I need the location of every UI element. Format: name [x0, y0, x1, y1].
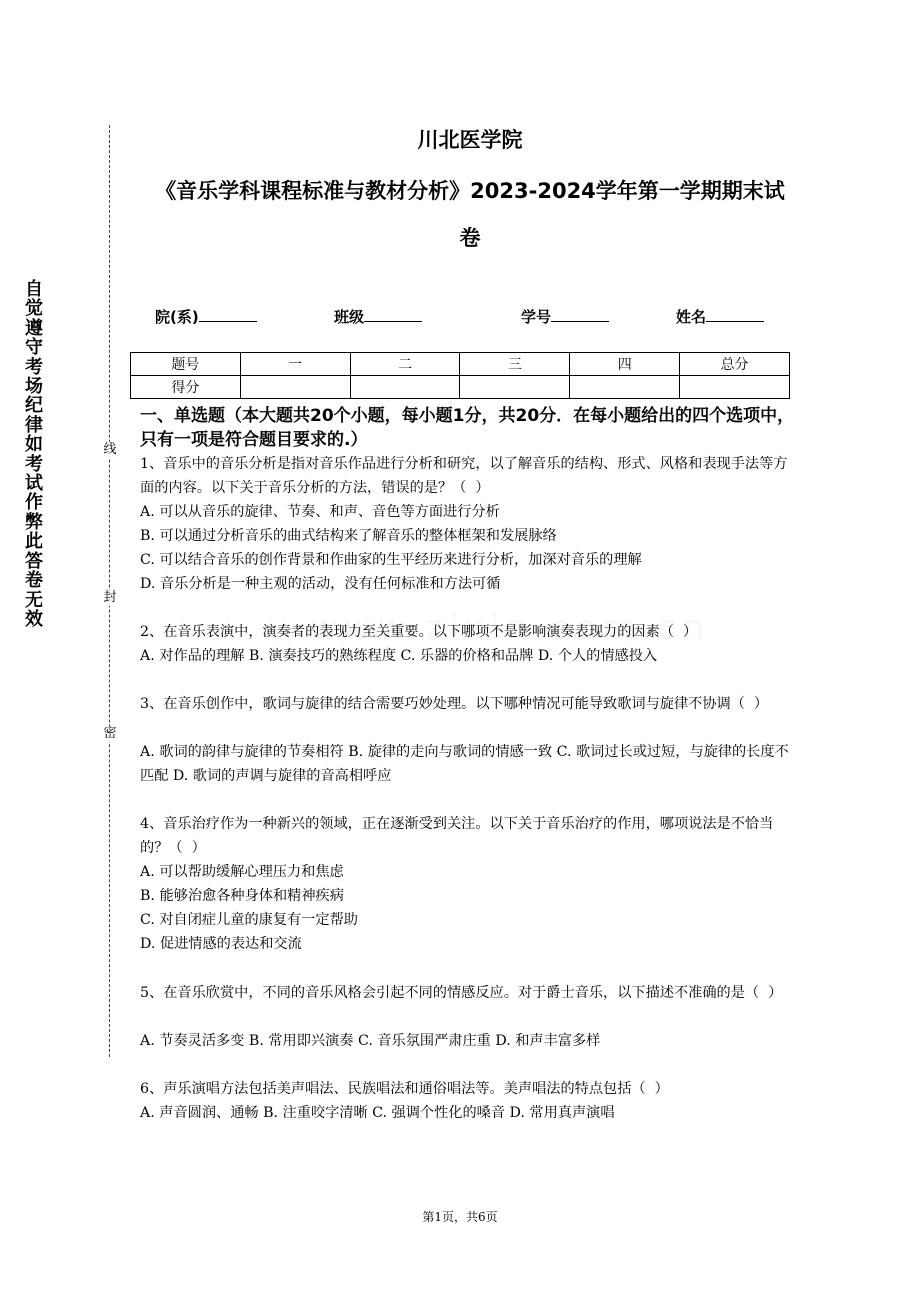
table-cell: 总分	[680, 353, 790, 376]
department-blank[interactable]	[199, 307, 257, 322]
question-2-stem: 2、在音乐表演中，演奏者的表现力至关重要。以下哪项不是影响演奏表现力的因素（ ）	[140, 624, 698, 640]
school-name: 川北医学院	[417, 128, 523, 152]
student-id-label: 学号	[521, 308, 552, 326]
binding-mark-feng: 封	[101, 590, 119, 606]
question-3-options: A. 歌词的韵律与旋律的节奏相符 B. 旋律的走向与歌词的情感一致 C. 歌词过长或过短，与旋律的长度不匹配 D. 歌词的声调与旋律的音高相呼应	[140, 744, 789, 784]
question-4-option-b: B. 能够治愈各种身体和精神疾病	[140, 888, 344, 904]
exam-title-line1: 《音乐学科课程标准与教材分析》2023-2024学年第一学期期末试	[155, 179, 785, 203]
name-blank[interactable]	[706, 307, 764, 322]
score-table-score-row	[131, 376, 790, 399]
exam-title-line2: 卷	[459, 226, 481, 250]
student-id-blank[interactable]	[551, 307, 609, 322]
table-cell: 四	[570, 353, 680, 376]
question-6-stem: 6、声乐演唱方法包括美声唱法、民族唱法和通俗唱法等。美声唱法的特点包括（ ）	[140, 1081, 669, 1097]
table-cell: 题号	[131, 353, 241, 376]
exam-discipline-notice: 自觉遵守考场纪律如考试作弊此答卷无效	[25, 279, 43, 630]
table-cell: 得分	[131, 376, 241, 399]
question-1-option-a: A. 可以从音乐的旋律、节奏、和声、音色等方面进行分析	[140, 504, 500, 520]
question-1-stem: 1、音乐中的音乐分析是指对音乐作品进行分析和研究，以了解音乐的结构、形式、风格和表现手法等方面的内容。以下关于音乐分析的方法，错误的是？（ ）	[140, 456, 788, 496]
score-table-header-row	[131, 353, 790, 376]
question-5-options: A. 节奏灵活多变 B. 常用即兴演奏 C. 音乐氛围严肃庄重 D. 和声丰富多样	[140, 1033, 601, 1049]
binding-mark-mi: 密	[101, 726, 119, 742]
score-cell[interactable]	[680, 376, 790, 399]
question-4-stem: 4、音乐治疗作为一种新兴的领域，正在逐渐受到关注。以下关于音乐治疗的作用，哪项说法是不恰当的？（ ）	[140, 816, 774, 856]
table-cell: 三	[460, 353, 570, 376]
score-cell[interactable]	[350, 376, 460, 399]
name-label: 姓名	[676, 308, 707, 326]
page-number: 第1页，共6页	[422, 1210, 498, 1224]
class-blank[interactable]	[364, 307, 422, 322]
question-2-options: A. 对作品的理解 B. 演奏技巧的熟练程度 C. 乐器的价格和品牌 D. 个人的情感投入	[140, 648, 658, 664]
question-1-option-b: B. 可以通过分析音乐的曲式结构来了解音乐的整体框架和发展脉络	[140, 528, 557, 544]
score-cell[interactable]	[240, 376, 350, 399]
score-cell[interactable]	[460, 376, 570, 399]
score-table	[130, 352, 790, 399]
question-4-option-d: D. 促进情感的表达和交流	[140, 936, 302, 952]
score-cell[interactable]	[570, 376, 680, 399]
question-1-option-c: C. 可以结合音乐的创作背景和作曲家的生平经历来进行分析，加深对音乐的理解	[140, 552, 642, 568]
department-label: 院(系)	[155, 308, 199, 326]
class-label: 班级	[334, 308, 365, 326]
question-4-option-a: A. 可以帮助缓解心理压力和焦虑	[140, 864, 344, 880]
class-field[interactable]	[334, 306, 422, 327]
table-cell: 二	[350, 353, 460, 376]
question-5-stem: 5、在音乐欣赏中，不同的音乐风格会引起不同的情感反应。对于爵士音乐，以下描述不准确的是（ ）	[140, 985, 783, 1001]
question-3-stem: 3、在音乐创作中，歌词与旋律的结合需要巧妙处理。以下哪种情况可能导致歌词与旋律不协调（ ）	[140, 696, 769, 712]
question-4-option-c: C. 对自闭症儿童的康复有一定帮助	[140, 912, 358, 928]
question-1-option-d: D. 音乐分析是一种主观的活动，没有任何标准和方法可循	[140, 576, 501, 592]
student-id-field[interactable]	[521, 306, 609, 327]
department-field[interactable]	[155, 306, 257, 327]
table-cell: 一	[240, 353, 350, 376]
section-1-heading: 一、单选题（本大题共20个小题，每小题1分，共20分．在每小题给出的四个选项中，只有一项是符合题目要求的.）	[140, 406, 795, 450]
binding-mark-xian: 线	[101, 442, 119, 458]
question-6-options: A. 声音圆润、通畅 B. 注重咬字清晰 C. 强调个性化的嗓音 D. 常用真声演唱	[140, 1105, 615, 1121]
name-field[interactable]	[676, 306, 764, 327]
